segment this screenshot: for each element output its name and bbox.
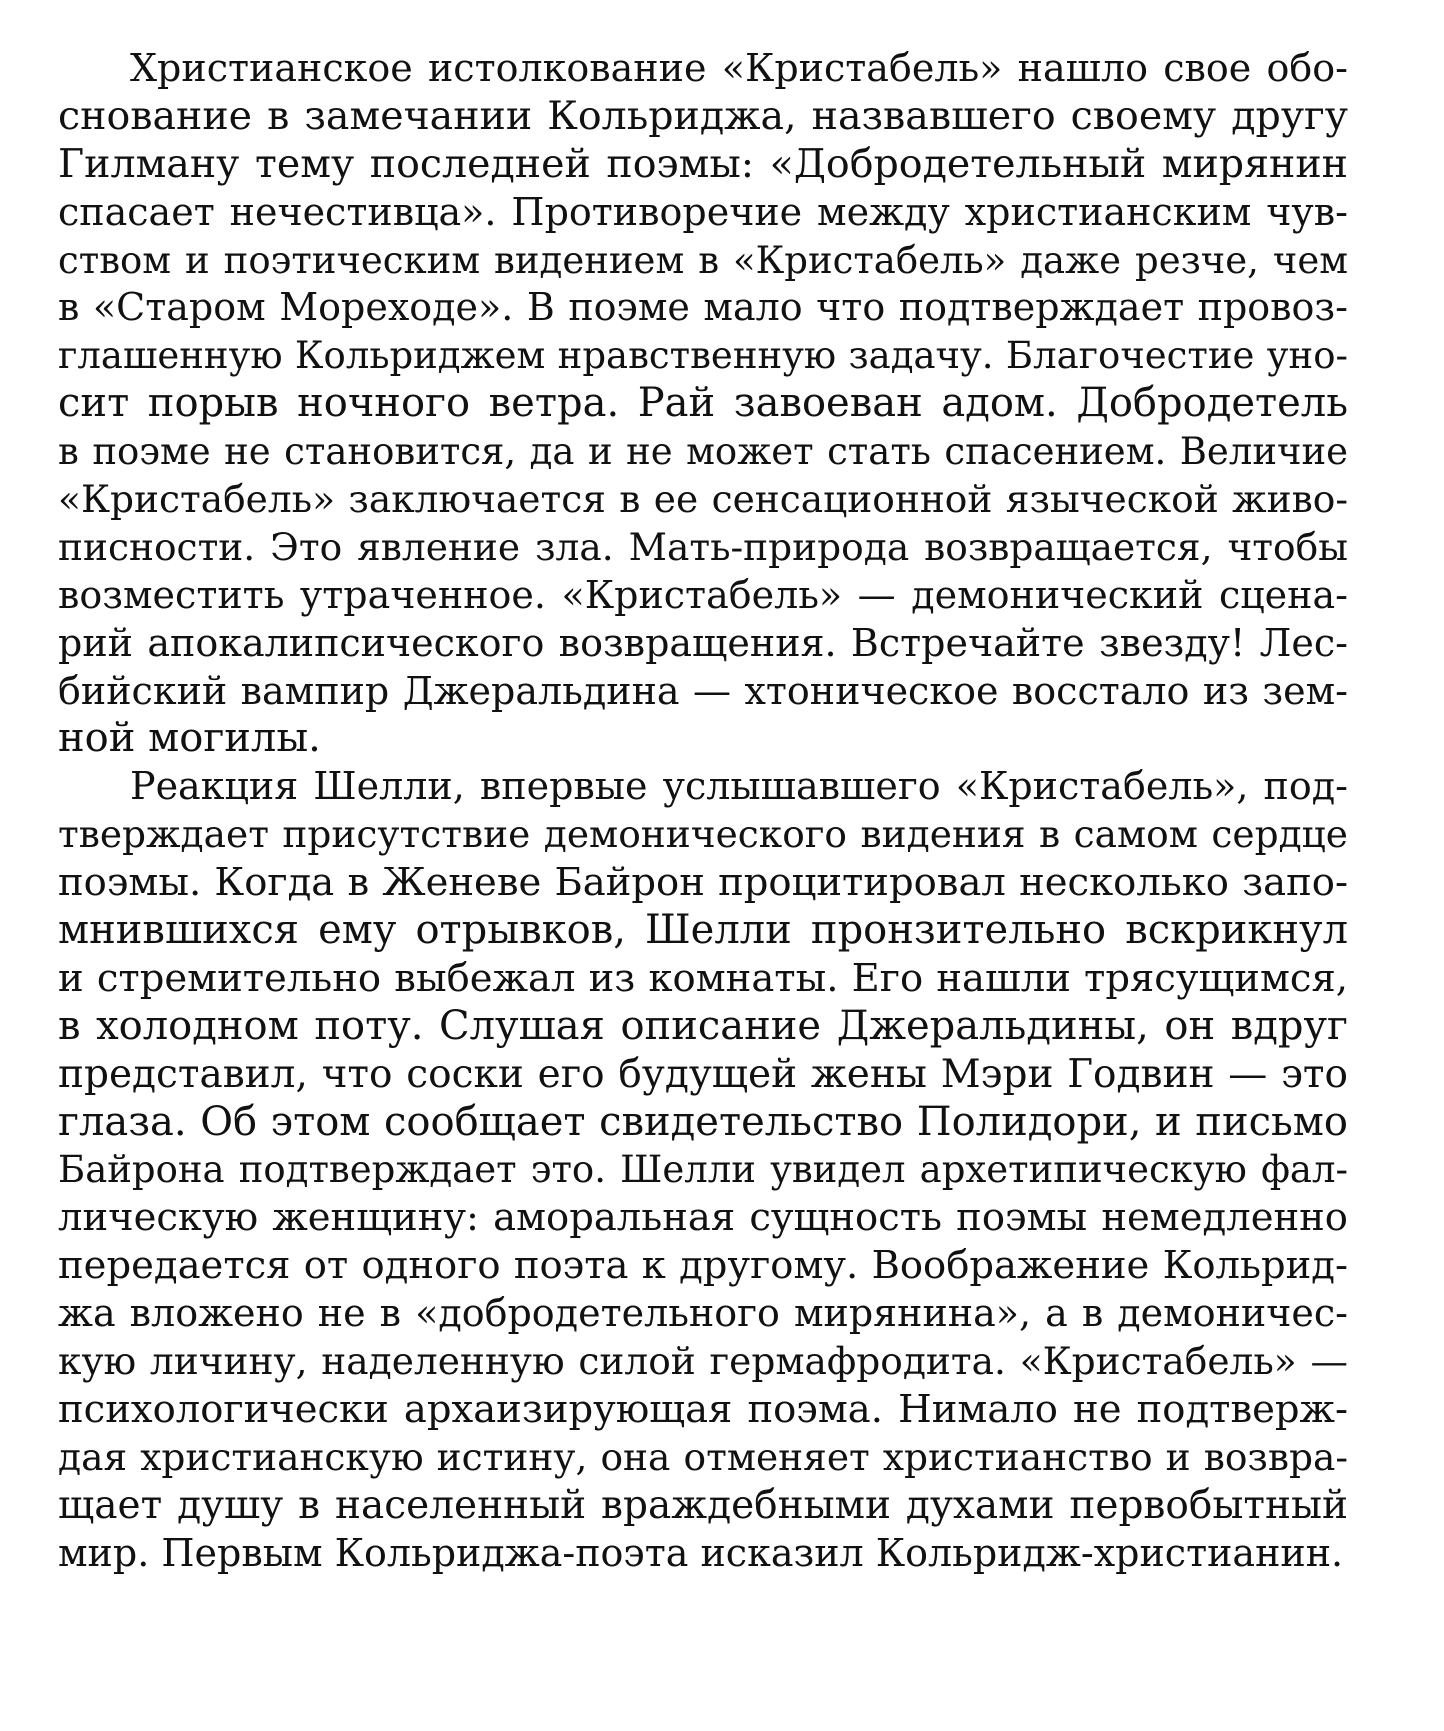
- text-line: представил, что соски его будущей жены Мэри Годвин — это: [58, 1051, 1348, 1097]
- text-line: тверждает присутствие демонического видения в самом сердце: [58, 812, 1348, 857]
- text-line: глаза. Об этом сообщает свидетельство Полидори, и письмо: [58, 1098, 1348, 1145]
- text-line: сит порыв ночного ветра. Рай завоеван адом. Добродетель: [58, 380, 1348, 427]
- text-line: бийский вампир Джеральдина — хтоническое восстало из зем-: [58, 668, 1348, 713]
- text-line: передается от одного поэта к другому. Воображение Кольрид-: [58, 1243, 1348, 1289]
- text-line: в «Старом Мореходе». В поэме мало что подтверждает провоз-: [58, 285, 1348, 330]
- text-line: глашенную Кольриджем нравственную задачу. Благочестие уно-: [58, 334, 1348, 378]
- text-line: Гилману тему последней поэмы: «Добродетельный мирянин: [58, 140, 1348, 187]
- text-line: возместить утраченное. «Кристабель» — демонический сцена-: [58, 572, 1348, 617]
- text-line: щает душу в населенный враждебными духами первобытный: [58, 1482, 1348, 1528]
- text-line: снование в замечании Кольриджа, назвавшего своему другу: [58, 92, 1348, 139]
- text-line: Реакция Шелли, впервые услышавшего «Кристабель», под-: [130, 764, 1348, 809]
- text-line: спасает нечестивца». Противоречие между христианским чув-: [58, 189, 1348, 234]
- text-line: поэмы. Когда в Женеве Байрон процитировал несколько запо-: [58, 860, 1348, 906]
- text-line: ной могилы.: [58, 715, 321, 762]
- text-line: писности. Это явление зла. Мать-природа возвращается, чтобы: [58, 524, 1348, 569]
- text-line: кую личину, наделенную силой гермафродита. «Кристабель» —: [58, 1339, 1348, 1384]
- text-line: дая христианскую истину, она отменяет христианство и возвра-: [58, 1434, 1348, 1479]
- text-line: мнившихся ему отрывков, Шелли пронзительно вскрикнул: [58, 907, 1348, 954]
- text-line: в холодном поту. Слушая описание Джеральдины, он вдруг: [58, 1002, 1348, 1049]
- paragraph-1: [58, 45, 1348, 763]
- text-line: жа вложено не в «добродетельного мирянина», а в демоничес-: [58, 1291, 1348, 1336]
- text-line: в поэме не становится, да и не может стать спасением. Величие: [58, 430, 1348, 474]
- text-line: психологически архаизирующая поэма. Нимало не подтверж-: [58, 1386, 1348, 1432]
- text-line: и стремительно выбежал из комнаты. Его нашли трясущимся,: [58, 955, 1348, 1001]
- text-line: Христианское истолкование «Кристабель» нашло свое обо-: [130, 46, 1348, 90]
- text-line: мир. Первым Кольриджа-поэта исказил Кольридж-христианин.: [58, 1530, 1344, 1575]
- text-line: Байрона подтверждает это. Шелли увидел архетипическую фал-: [58, 1148, 1348, 1192]
- text-line: рий апокалипсического возвращения. Встречайте звезду! Лес-: [58, 620, 1348, 665]
- paragraph-2: [58, 763, 1348, 1577]
- text-line: лическую женщину: аморальная сущность поэмы немедленно: [58, 1195, 1348, 1241]
- text-block: [58, 45, 1348, 1578]
- text-line: ством и поэтическим видением в «Кристабель» даже резче, чем: [58, 238, 1348, 282]
- text-line: «Кристабель» заключается в ее сенсационной языческой живо-: [58, 477, 1348, 522]
